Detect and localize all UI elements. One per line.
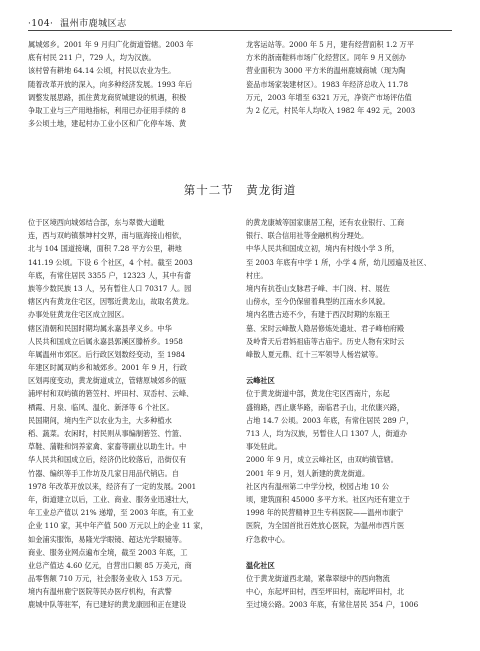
text-line: 位于区境西向城郊结合部，东与翠微大道毗	[28, 218, 165, 227]
text-line: 稻、蔬菜。农闲时，村民则从事编制箬笠、竹篮、	[28, 429, 187, 438]
section-title: 第十二节 黄龙街道	[183, 183, 297, 197]
text-line: 多公顷土地，建起村办工业小区和广化停车场、黄	[28, 119, 187, 129]
text-line: 年建区时属双屿乡和城郊乡。2001 年 9 月，行政	[28, 363, 188, 373]
text-line: 及岭背天后君妈祖庙等古庙宇。历史人物有宋时云	[246, 336, 405, 346]
text-line: 辖区内有黄龙住宅区，因鄂近黄龙山，故取名黄龙。	[28, 297, 194, 307]
text-line: 境内有抗苍山支脉君子峰、丰门岗、村、展佐	[246, 283, 390, 293]
text-line: 141.19 公顷。下设 6 个社区，4 个村。截至 2003	[28, 257, 193, 267]
text-line: 人民共和国成立后属永嘉县郭溪区滕桥乡。1958	[28, 336, 183, 346]
text-line: 草鞋、蒲鞋和饲养家禽、家畜等副业以助生计。中	[28, 442, 187, 452]
text-line: 顷，建筑面积 45000 多平方米。社区内还有建立于	[246, 494, 410, 504]
text-line: 企业 110 家，其中年产值 500 万元以上的企业 11 家，	[28, 521, 208, 531]
text-line: 医院，为全国首批百姓放心医院，为温州市西片医	[246, 521, 405, 531]
bottom-left-column	[28, 216, 241, 612]
text-line: 银行、联合信用社等金融机构分理处。	[246, 231, 369, 241]
text-line: 万元，2003 年增至 6321 万元，净资产市场评估值	[246, 92, 412, 102]
text-line: 年，街道建立以后，工业、商业、服务业迅速壮大，	[28, 494, 194, 504]
text-line: 辖区清朝和民国时期均属永嘉县孝义乡。中华	[28, 323, 172, 333]
page-number: ·104·	[28, 19, 54, 29]
text-line: 浦坪村和双屿镇的箬笠村、坪田村、双岙村、云峰、	[28, 389, 194, 399]
text-line: 2001 年 9 月，划人新建的黄龙街道。	[246, 468, 370, 478]
subsection-heading: 云峰社区	[246, 376, 275, 386]
text-line: 1978 年改革开放以来，经济有了一定的发展。2001	[28, 481, 197, 491]
text-line: 民国期间，境内生产以农业为主，大多种植水	[28, 415, 172, 425]
text-line: 争取工业与三产用地指标，利用已办征用手续的 8	[28, 105, 186, 115]
text-line: 村庄。	[246, 270, 268, 280]
text-line: 的黄龙康城等国家康居工程，还有农业银行、工商	[246, 218, 405, 227]
text-line: 为 2 亿元，村民年人均收入 1982 年 492 元，2003	[246, 105, 416, 115]
text-line: 山傍水，至今仍保留着典型的江南水乡风貌。	[246, 297, 390, 307]
text-line: 境内有温州鹿宁医院等民办医疗机构，有武警	[28, 587, 172, 597]
text-line: 北与 104 国道接壤，面积 7.28 平方公里，耕地	[28, 244, 182, 254]
text-line: 商业、服务业网点遍布全境，截至 2003 年底，工	[28, 547, 188, 557]
text-line: 位于黄龙街道西北端，紧靠翠绿中的西向物流	[246, 574, 390, 584]
text-line: 华人民共和国成立后，经济仍比较落后，沿街仅有	[28, 455, 187, 465]
text-line: 鹿城中队等驻军，有已建好的黄龙康园和正在建设	[28, 600, 187, 610]
text-line: 方米的浙南鞋料市场广化经营区。同年 9 月又创办	[246, 53, 407, 63]
text-line: 品零售额 710 万元，社会服务业收入 153 万元。	[28, 574, 187, 584]
text-line: 底有村民 211 户，729 人，均为汉族。	[28, 53, 156, 63]
text-line: 盛锦路，西止康华路，南临君子山，北依康兴路，	[246, 402, 405, 412]
text-line: 区划再度变动，黄龙街道成立，管辖原城郊乡的瓯	[28, 376, 187, 386]
header-rule	[28, 30, 452, 31]
text-line: 中心，东起坪田村，西至坪田村，南起坪田村，北	[246, 587, 405, 597]
text-line: 年工业总产值以 21% 递增，至 2003 年底，有工业	[28, 508, 194, 518]
text-line: 瓷品市场家装建材区）。1983 年经济总收入 11.78	[246, 79, 409, 89]
page-header	[28, 16, 127, 29]
text-line: 业总产值达 4.60 亿元，自营出口额 85 万美元，商	[28, 560, 192, 570]
text-line: 墓、宋时云峰散人隐居修炼处遗址、君子峰柏府殿	[246, 323, 405, 333]
text-line: 竹器、编织等手工作坊及几家日用品代销店。自	[28, 468, 179, 478]
text-line: 营业面积为 3000 平方米的温州鹿城商城（现为陶	[246, 66, 406, 76]
bottom-right-column	[246, 216, 454, 612]
text-line: 位于黄龙街道中部，黄龙住宅区西南片，东起	[246, 389, 390, 399]
text-line: 峰散人夏元鼎、红十三军领导人杨岩斌等。	[246, 349, 383, 359]
text-line: 该村曾有耕地 64.14 公顷，村民以农业为生。	[28, 66, 176, 76]
text-line	[246, 546, 454, 559]
text-line: 年底，有常住居民 3355 户，12323 人，其中有畲	[28, 270, 192, 280]
text-line: 社区内有温州第二中学分校，校园占地 10 公	[246, 481, 390, 491]
text-line: 疗急救中心。	[246, 534, 290, 544]
text-line: 中华人民共和国成立初，境内有村级小学 3 所，	[246, 244, 399, 254]
text-line: 栖霞、月泉、临风、温化、新泽等 6 个社区。	[28, 402, 174, 412]
text-line: 占地 14.7 公顷。2003 年底，有常住居民 289 户，	[246, 415, 414, 425]
text-line: 2000 年 9 月，成立云峰社区，由双屿镇管辖。	[246, 455, 398, 465]
top-right-column	[246, 38, 454, 117]
text-line: 随着改革开放的深入，向多种经济发展。1993 年后	[28, 79, 193, 89]
text-line: 境内名胜古迹不少，有建于西汉时期的东瓯王	[246, 310, 390, 320]
text-line	[246, 361, 454, 374]
text-line: 如金浦实服饰，易隆光学眼镜、超达光学眼镜等。	[28, 534, 187, 544]
text-line: 龙客运站等。2000 年 5 月，建有经营面积 1.2 万平	[246, 40, 414, 49]
subsection-heading: 温化社区	[246, 560, 275, 570]
text-line: 至过境公路。2003 年底，有常住居民 354 户，1006	[246, 600, 419, 610]
text-line: 713 人，均为汉族，另暂住人口 1307 人，街道办	[246, 429, 408, 438]
text-line: 调整发展思路，抓住黄龙商贸城建设的机遇，积极	[28, 92, 187, 102]
text-line: 办事处驻黄龙住宅区成立园区。	[28, 310, 129, 320]
text-line: 连，西与双屿镇蔡坤村交界，南与瓯海接山相依，	[28, 231, 187, 241]
text-line: 族等少数民族 13 人，另有暂住人口 70317 人。园	[28, 283, 192, 293]
text-line: 1998 年的民营精神卫生专科医院——温州市康宁	[246, 508, 404, 518]
text-line: 至 2003 年底有中学 1 所，小学 4 所，幼儿园遍及社区、	[246, 257, 431, 267]
running-title: 温州市鹿城区志	[60, 19, 127, 29]
text-line: 年属温州市郊区。后行政区划数经变动，至 1984	[28, 349, 186, 359]
text-line: 属城郊乡。2001 年 9 月归广化街道管辖。2003 年	[28, 40, 194, 49]
top-left-column	[28, 38, 241, 130]
text-line: 事处驻此。	[246, 442, 282, 452]
